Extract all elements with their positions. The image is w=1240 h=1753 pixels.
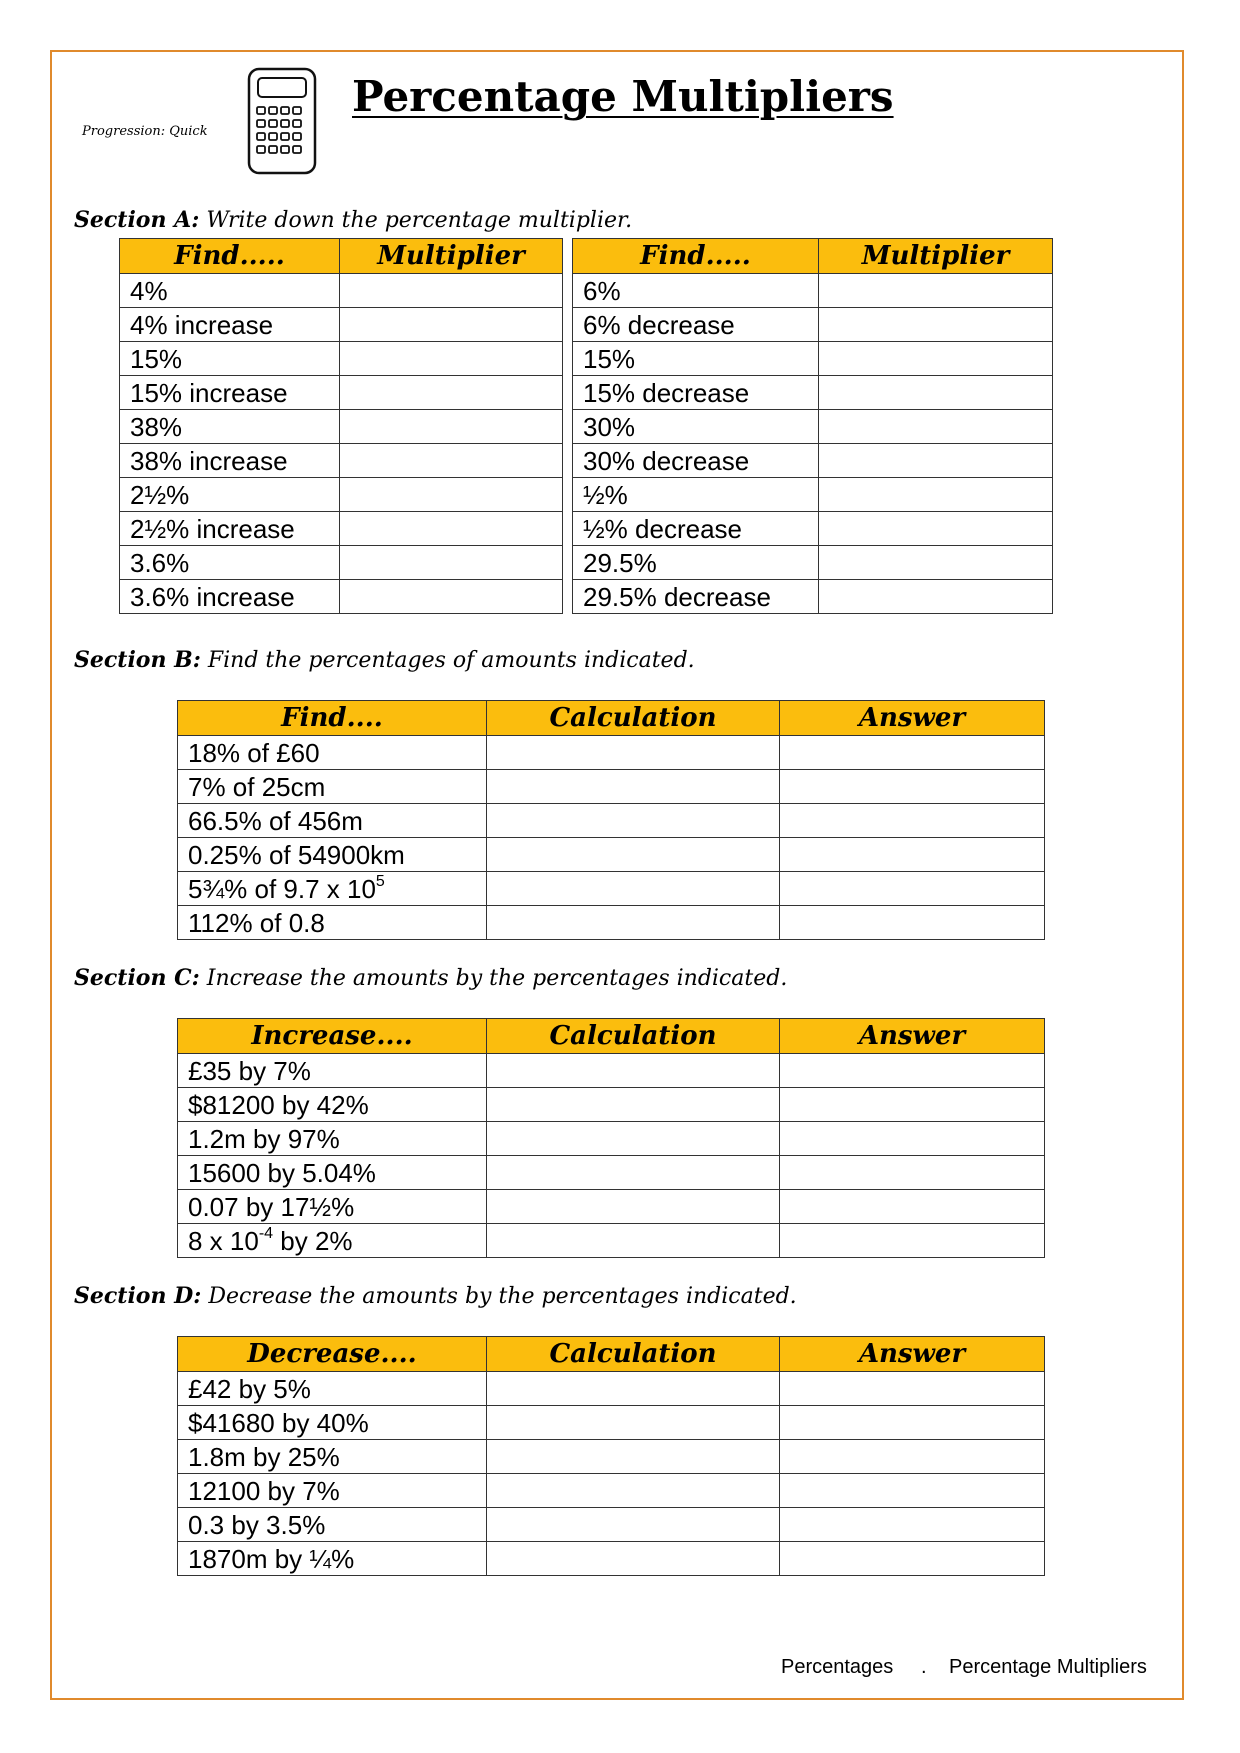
multiplier-answer-cell[interactable] — [340, 410, 563, 444]
prompt-cell — [178, 1190, 487, 1224]
prompt-cell — [178, 1054, 487, 1088]
table-row — [178, 1406, 1045, 1440]
prompt-cell: 6% decrease — [573, 308, 819, 342]
prompt-text: 0.25% of 54900km — [188, 839, 405, 870]
prompt-text: $41680 by 40% — [188, 1407, 369, 1438]
prompt-cell: 2½% — [120, 478, 340, 512]
prompt-text: 7% of 25cm — [188, 771, 326, 802]
answer-cell[interactable] — [780, 872, 1045, 906]
prompt-cell: 4% increase — [120, 308, 340, 342]
table-row — [120, 444, 563, 478]
prompt-text: 1.2m by 97% — [188, 1123, 340, 1154]
exponent: -4 — [258, 1224, 274, 1242]
header-calculation: Calculation — [487, 1337, 780, 1372]
prompt-cell — [178, 770, 487, 804]
prompt-text: 1.8m by 25% — [188, 1441, 340, 1472]
table-row — [178, 1224, 1045, 1258]
table-row — [178, 1156, 1045, 1190]
header-find: Find..... — [573, 239, 819, 274]
footer-subtopic: Percentage Multipliers — [949, 1656, 1147, 1678]
prompt-cell — [178, 1088, 487, 1122]
calculation-cell[interactable] — [487, 1054, 780, 1088]
table-row — [120, 376, 563, 410]
table-row — [573, 478, 1053, 512]
calculator-icon — [246, 66, 318, 176]
prompt-text: £42 by 5% — [188, 1373, 311, 1404]
answer-cell[interactable] — [780, 1372, 1045, 1406]
table-row — [573, 376, 1053, 410]
section-c-table — [177, 1018, 1045, 1258]
prompt-cell: 15% — [120, 342, 340, 376]
table-row — [178, 804, 1045, 838]
footer-separator: . — [921, 1656, 927, 1678]
prompt-text: £35 by 7% — [188, 1055, 311, 1086]
prompt-cell: 3.6% — [120, 546, 340, 580]
multiplier-answer-cell[interactable] — [340, 376, 563, 410]
calculation-cell[interactable] — [487, 1372, 780, 1406]
table-row — [178, 1508, 1045, 1542]
header-decrease: Decrease.... — [178, 1337, 487, 1372]
prompt-text: 5¾% of 9.7 x 10 — [188, 873, 376, 904]
table-row — [178, 770, 1045, 804]
section-a-label-text: Write down the percentage multiplier. — [206, 208, 633, 233]
table-row — [573, 444, 1053, 478]
prompt-cell — [178, 838, 487, 872]
prompt-cell — [178, 906, 487, 940]
answer-cell[interactable] — [780, 1122, 1045, 1156]
multiplier-answer-cell[interactable] — [340, 478, 563, 512]
section-b-label-bold: Section B: — [74, 647, 201, 673]
calculation-cell[interactable] — [487, 1122, 780, 1156]
calculation-cell[interactable] — [487, 1406, 780, 1440]
prompt-cell: 15% — [573, 342, 819, 376]
multiplier-answer-cell[interactable] — [340, 546, 563, 580]
multiplier-answer-cell[interactable] — [819, 580, 1053, 614]
multiplier-answer-cell[interactable] — [819, 342, 1053, 376]
header-multiplier: Multiplier — [819, 239, 1053, 274]
section-a-label — [74, 207, 632, 233]
table-row — [178, 838, 1045, 872]
calculation-cell[interactable] — [487, 1508, 780, 1542]
answer-cell[interactable] — [780, 1508, 1045, 1542]
prompt-cell: 4% — [120, 274, 340, 308]
section-c-label — [74, 965, 787, 991]
multiplier-answer-cell[interactable] — [819, 376, 1053, 410]
calculation-cell[interactable] — [487, 906, 780, 940]
table-row — [178, 1190, 1045, 1224]
table-row — [178, 1474, 1045, 1508]
section-b-label — [74, 647, 695, 673]
prompt-cell: 2½% increase — [120, 512, 340, 546]
prompt-cell — [178, 1372, 487, 1406]
calculation-cell[interactable] — [487, 770, 780, 804]
prompt-cell — [178, 1156, 487, 1190]
prompt-cell — [178, 736, 487, 770]
prompt-text: 1870m by ¼% — [188, 1543, 355, 1574]
answer-cell[interactable] — [780, 1156, 1045, 1190]
multiplier-answer-cell[interactable] — [819, 308, 1053, 342]
multiplier-answer-cell[interactable] — [340, 342, 563, 376]
table-row — [573, 342, 1053, 376]
table-row — [573, 546, 1053, 580]
table-row — [120, 342, 563, 376]
table-row — [120, 410, 563, 444]
calculation-cell[interactable] — [487, 1088, 780, 1122]
multiplier-answer-cell[interactable] — [819, 478, 1053, 512]
answer-cell[interactable] — [780, 770, 1045, 804]
calculation-cell[interactable] — [487, 1474, 780, 1508]
table-row — [178, 1372, 1045, 1406]
footer-topic: Percentages — [781, 1656, 894, 1678]
section-d-label — [74, 1283, 797, 1309]
answer-cell[interactable] — [780, 838, 1045, 872]
calculation-cell[interactable] — [487, 838, 780, 872]
header-find: Find..... — [120, 239, 340, 274]
table-row — [178, 1088, 1045, 1122]
table-row — [120, 580, 563, 614]
prompt-cell — [178, 1474, 487, 1508]
prompt-cell — [178, 1440, 487, 1474]
answer-cell[interactable] — [780, 1474, 1045, 1508]
answer-cell[interactable] — [780, 1088, 1045, 1122]
answer-cell[interactable] — [780, 1440, 1045, 1474]
prompt-text-suffix: by 2% — [273, 1225, 353, 1256]
prompt-text: 15600 by 5.04% — [188, 1157, 376, 1188]
table-row — [573, 410, 1053, 444]
table-row — [178, 872, 1045, 906]
multiplier-answer-cell[interactable] — [819, 410, 1053, 444]
table-row — [178, 906, 1045, 940]
answer-cell[interactable] — [780, 1406, 1045, 1440]
prompt-cell: 30% — [573, 410, 819, 444]
section-d-table — [177, 1336, 1045, 1576]
prompt-cell: 15% increase — [120, 376, 340, 410]
answer-cell[interactable] — [780, 1542, 1045, 1576]
answer-cell[interactable] — [780, 1224, 1045, 1258]
multiplier-answer-cell[interactable] — [340, 274, 563, 308]
calculation-cell[interactable] — [487, 1156, 780, 1190]
table-row — [573, 308, 1053, 342]
multiplier-answer-cell[interactable] — [819, 274, 1053, 308]
section-b-label-text: Find the percentages of amounts indicated. — [207, 648, 695, 673]
prompt-cell: 29.5% — [573, 546, 819, 580]
prompt-text: $81200 by 42% — [188, 1089, 369, 1120]
prompt-cell: 38% — [120, 410, 340, 444]
multiplier-answer-cell[interactable] — [819, 512, 1053, 546]
header-answer: Answer — [780, 701, 1045, 736]
table-row — [573, 580, 1053, 614]
header-calculation: Calculation — [487, 701, 780, 736]
prompt-cell: 29.5% decrease — [573, 580, 819, 614]
prompt-text: 0.3 by 3.5% — [188, 1509, 326, 1540]
calculation-cell[interactable] — [487, 1224, 780, 1258]
table-row — [120, 308, 563, 342]
answer-cell[interactable] — [780, 804, 1045, 838]
header-answer: Answer — [780, 1337, 1045, 1372]
prompt-cell: 6% — [573, 274, 819, 308]
prompt-cell — [178, 804, 487, 838]
calculation-cell[interactable] — [487, 1440, 780, 1474]
calculation-cell[interactable] — [487, 1542, 780, 1576]
section-d-label-bold: Section D: — [74, 1283, 202, 1309]
prompt-cell — [178, 1122, 487, 1156]
prompt-text: 8 x 10 — [188, 1225, 259, 1256]
prompt-cell: ½% decrease — [573, 512, 819, 546]
prompt-cell: 15% decrease — [573, 376, 819, 410]
calculation-cell[interactable] — [487, 1190, 780, 1224]
section-c-label-text: Increase the amounts by the percentages indicated. — [206, 966, 788, 991]
table-row — [178, 1542, 1045, 1576]
prompt-cell — [178, 1224, 487, 1258]
header-answer: Answer — [780, 1019, 1045, 1054]
table-row — [120, 274, 563, 308]
prompt-cell: 3.6% increase — [120, 580, 340, 614]
table-row — [178, 1122, 1045, 1156]
multiplier-answer-cell[interactable] — [340, 444, 563, 478]
table-row — [120, 546, 563, 580]
multiplier-answer-cell[interactable] — [340, 512, 563, 546]
prompt-text: 12100 by 7% — [188, 1475, 340, 1506]
section-b-table — [177, 700, 1045, 940]
header-multiplier: Multiplier — [340, 239, 563, 274]
multiplier-answer-cell[interactable] — [819, 444, 1053, 478]
answer-cell[interactable] — [780, 906, 1045, 940]
prompt-text: 66.5% of 456m — [188, 805, 363, 836]
calculation-cell[interactable] — [487, 736, 780, 770]
prompt-cell: 38% increase — [120, 444, 340, 478]
table-row — [178, 1440, 1045, 1474]
exponent: 5 — [375, 872, 385, 890]
table-row — [178, 1054, 1045, 1088]
progression-label: Progression: Quick — [82, 124, 208, 139]
prompt-text: 112% of 0.8 — [188, 907, 325, 938]
prompt-cell — [178, 872, 487, 906]
prompt-cell: ½% — [573, 478, 819, 512]
answer-cell[interactable] — [780, 736, 1045, 770]
prompt-text: 0.07 by 17½% — [188, 1191, 355, 1222]
section-a-label-bold: Section A: — [74, 207, 200, 233]
header-calculation: Calculation — [487, 1019, 780, 1054]
prompt-cell — [178, 1542, 487, 1576]
table-row — [120, 478, 563, 512]
multiplier-answer-cell[interactable] — [340, 308, 563, 342]
section-d-label-text: Decrease the amounts by the percentages indicated. — [208, 1284, 797, 1309]
section-a-left-table — [119, 238, 563, 614]
prompt-cell — [178, 1508, 487, 1542]
table-row — [120, 512, 563, 546]
prompt-cell — [178, 1406, 487, 1440]
header-find: Find.... — [178, 701, 487, 736]
multiplier-answer-cell[interactable] — [340, 580, 563, 614]
answer-cell[interactable] — [780, 1054, 1045, 1088]
prompt-cell: 30% decrease — [573, 444, 819, 478]
calculation-cell[interactable] — [487, 804, 780, 838]
table-row — [178, 736, 1045, 770]
section-c-label-bold: Section C: — [74, 965, 200, 991]
answer-cell[interactable] — [780, 1190, 1045, 1224]
page-title: Percentage Multipliers — [352, 72, 894, 121]
prompt-text: 18% of £60 — [188, 737, 320, 768]
calculation-cell[interactable] — [487, 872, 780, 906]
section-a-right-table — [572, 238, 1053, 614]
header-increase: Increase.... — [178, 1019, 487, 1054]
table-row — [573, 512, 1053, 546]
table-row — [573, 274, 1053, 308]
multiplier-answer-cell[interactable] — [819, 546, 1053, 580]
